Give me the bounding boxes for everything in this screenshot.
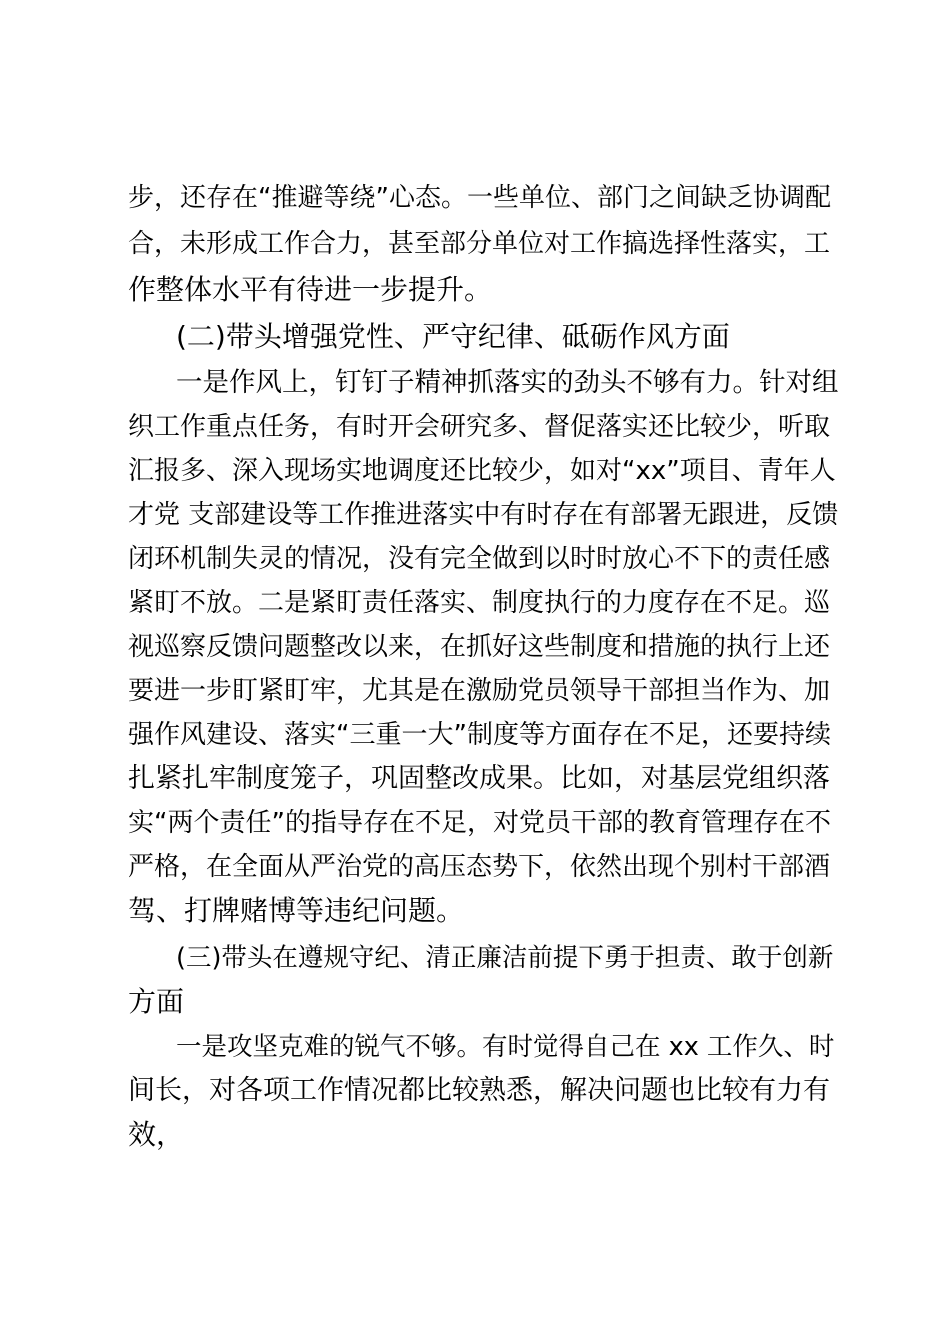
- section-heading-continuation: 方面: [128, 985, 185, 1018]
- paragraph-line: 效，: [128, 1118, 185, 1151]
- paragraph-line: 驾、打牌赌博等违纪问题。: [128, 894, 465, 927]
- paragraph-line: 步，还存在“推避等绕”心态。一些单位、部门之间缺乏协调配: [128, 183, 831, 213]
- paragraph-line: 作整体水平有待进一步提升。: [128, 273, 493, 306]
- paragraph-line: 织工作重点任务，有时开会研究多、督促落实还比较少，听取: [128, 412, 831, 442]
- paragraph-line: 汇报多、深入现场实地调度还比较少，如对“xx”项目、青年人: [128, 456, 836, 486]
- section-heading: (二)带头增强党性、严守纪律、砥砺作风方面: [176, 320, 730, 353]
- paragraph-line: 要进一步盯紧盯牢，尤其是在激励党员领导干部担当作为、加: [128, 676, 831, 706]
- paragraph-line: 视巡察反馈问题整改以来，在抓好这些制度和措施的执行上还: [128, 632, 831, 662]
- paragraph-line: 合，未形成工作合力，甚至部分单位对工作搞选择性落实，工: [128, 229, 831, 259]
- paragraph-line: 才党 支部建设等工作推进落实中有时存在有部署无跟进，反馈: [128, 500, 839, 530]
- paragraph-line: 一是作风上，钉钉子精神抓落实的劲头不够有力。针对组: [176, 367, 839, 398]
- paragraph-line: 闭环机制失灵的情况，没有完全做到以时时放心不下的责任感: [128, 544, 831, 574]
- paragraph-line: 间长，对各项工作情况都比较熟悉，解决问题也比较有力有: [128, 1075, 830, 1106]
- section-heading: (三)带头在遵规守纪、清正廉洁前提下勇于担责、敢于创新: [176, 943, 834, 973]
- paragraph-line: 实“两个责任”的指导存在不足，对党员干部的教育管理存在不: [128, 808, 831, 838]
- paragraph-line: 紧盯不放。二是紧盯责任落实、制度执行的力度存在不足。巡: [128, 588, 831, 618]
- paragraph-line: 扎紧扎牢制度笼子，巩固整改成果。比如，对基层党组织落: [128, 763, 830, 794]
- paragraph-line: 严格，在全面从严治党的高压态势下，依然出现个别村干部酒: [128, 852, 831, 882]
- paragraph-line: 一是攻坚克难的锐气不够。有时觉得自己在 xx 工作久、时: [176, 1032, 835, 1062]
- paragraph-line: 强作风建设、落实“三重一大”制度等方面存在不足，还要持续: [128, 720, 831, 750]
